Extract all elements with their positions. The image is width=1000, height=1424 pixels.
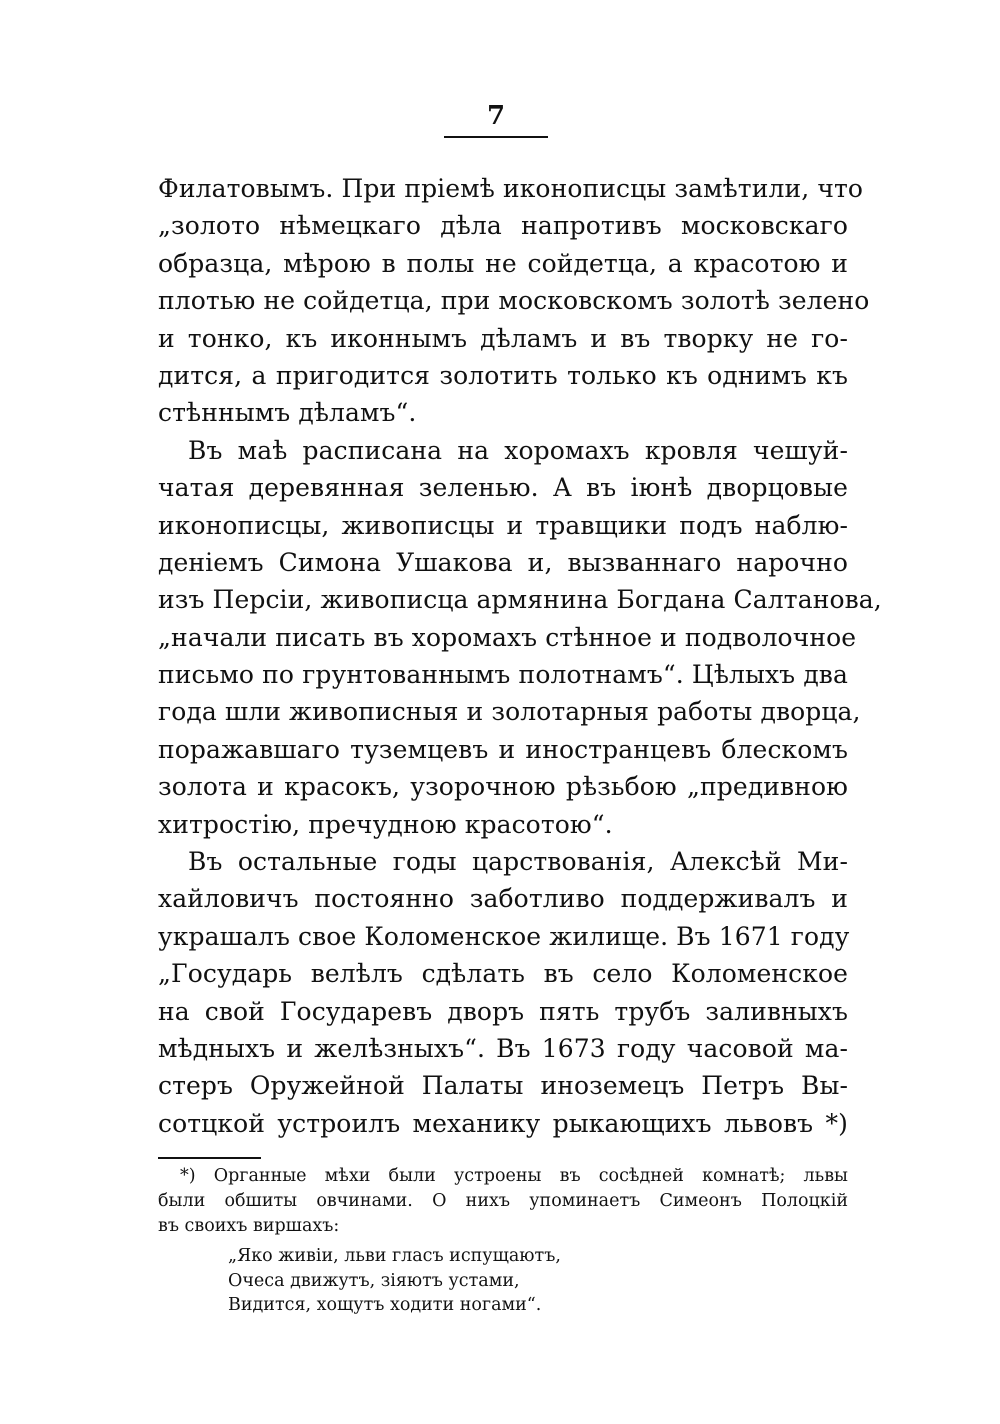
text-line: образца, мѣрою в полы не сойдетца, а красотою и bbox=[158, 248, 848, 278]
text-line: года шли живописныя и золотарныя работы дворца, bbox=[158, 697, 861, 727]
text-line: золота и красокъ, узорочною рѣзьбою „предивною bbox=[158, 772, 848, 802]
footnote-line: *) Органные мѣхи были устроены въ сосѣдней комнатѣ; львы bbox=[180, 1166, 848, 1186]
text-line: поражавшаго туземцевъ и иностранцевъ блескомъ bbox=[158, 734, 848, 764]
text-line: Въ маѣ расписана на хоромахъ кровля чешуй- bbox=[188, 435, 848, 465]
text-line: дится, а пригодится золотить только къ однимъ къ bbox=[158, 360, 848, 390]
text-line: мѣдныхъ и желѣзныхъ“. Въ 1673 году часовой ма- bbox=[158, 1033, 848, 1063]
text-line: стеръ Оружейной Палаты иноземецъ Петръ Вы- bbox=[158, 1071, 848, 1101]
text-line: чатая деревянная зеленью. А въ іюнѣ дворцовые bbox=[158, 473, 848, 503]
text-line: украшалъ свое Коломенское жилище. Въ 1671 году bbox=[158, 921, 850, 951]
verse-line: Очеса движутъ, зіяютъ устами, bbox=[228, 1270, 520, 1291]
text-line: Въ остальные годы царствованія, Алексѣй Ми- bbox=[188, 847, 848, 877]
text-line: „золото нѣмецкаго дѣла напротивъ московскаго bbox=[158, 211, 848, 241]
text-line: письмо по грунтованнымъ полотнамъ“. Цѣлыхъ два bbox=[158, 660, 848, 690]
verse-line: Видится, хощутъ ходити ногами“. bbox=[228, 1295, 542, 1315]
body-text bbox=[158, 170, 882, 1142]
text-line: иконописцы, живописцы и травщики подъ наблю- bbox=[158, 510, 848, 540]
footnote-verse bbox=[228, 1244, 648, 1318]
page-number: 7 bbox=[486, 101, 506, 131]
verse-line: „Яко живіи, льви гласъ испущаютъ, bbox=[228, 1246, 561, 1266]
footnote-rule bbox=[158, 1157, 261, 1159]
text-line: стѣннымъ дѣламъ“. bbox=[158, 398, 417, 428]
text-line: плотью не сойдетца, при московскомъ золотѣ зелено bbox=[158, 286, 870, 316]
text-line: изъ Персіи, живописца армянина Богдана Салтанова, bbox=[158, 585, 882, 615]
page-number-rule bbox=[444, 136, 548, 138]
text-line: „начали писать въ хоромахъ стѣнное и подволочное bbox=[158, 622, 857, 652]
text-line: хайловичъ постоянно заботливо поддерживалъ и bbox=[158, 884, 848, 914]
text-line: на свой Государевъ дворъ пять трубъ заливныхъ bbox=[158, 996, 848, 1026]
footnote-line: въ своихъ виршахъ: bbox=[158, 1216, 340, 1236]
text-line: сотцкой устроилъ механику рыкающихъ львовъ *) bbox=[158, 1108, 848, 1138]
text-line: и тонко, къ иконнымъ дѣламъ и въ творку не го- bbox=[158, 323, 848, 353]
footnote bbox=[158, 1164, 848, 1239]
footnote-line: были обшиты овчинами. О нихъ упоминаетъ Симеонъ Полоцкій bbox=[158, 1191, 848, 1211]
text-line: Филатовымъ. При пріемѣ иконописцы замѣтили, что bbox=[158, 174, 864, 203]
text-line: деніемъ Симона Ушакова и, вызваннаго нарочно bbox=[158, 547, 848, 577]
text-line: хитростію, пречудною красотою“. bbox=[158, 809, 613, 839]
text-line: „Государь велѣлъ сдѣлать въ село Коломенское bbox=[158, 959, 848, 989]
